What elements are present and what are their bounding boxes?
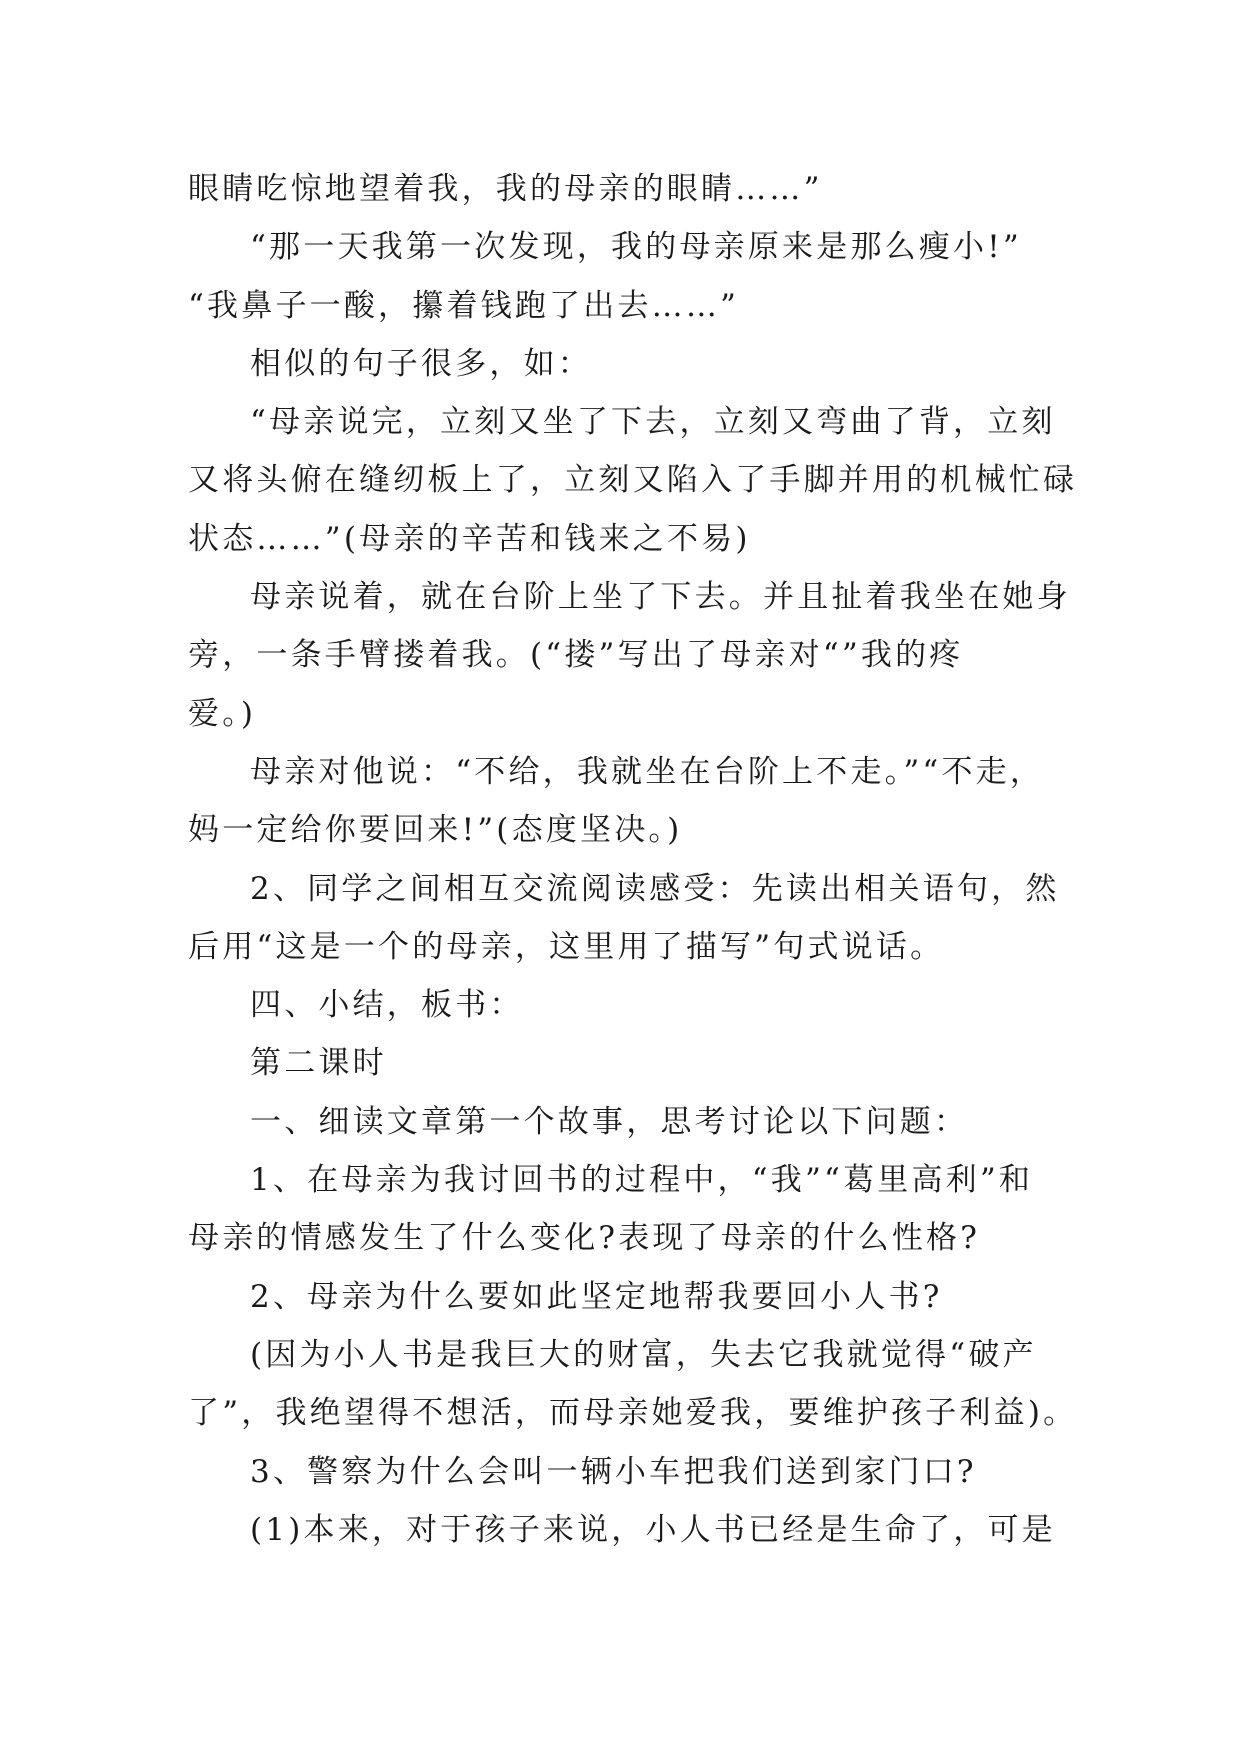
section-heading: 一、细读文章第一个故事，思考讨论以下问题： [250,1103,969,1140]
text-line: 状态……”(母亲的辛苦和钱来之不易) [188,520,751,557]
text-line: 母亲的情感发生了什么变化?表现了母亲的什么性格? [188,1220,981,1257]
text-line: 相似的句子很多，如： [250,345,592,382]
question-item: 2、母亲为什么要如此坚定地帮我要回小人书? [250,1278,943,1315]
text-line: 母亲说着，就在台阶上坐了下去。并且扯着我坐在她身 [250,579,1071,616]
text-line: 母亲对他说：“不给，我就坐在台阶上不走。”“不走， [250,753,1045,790]
text-line: 后用“这是一个的母亲，这里用了描写”句式说话。 [188,928,945,965]
question-item: 3、警察为什么会叫一辆小车把我们送到家门口? [250,1453,977,1490]
section-heading: 四、小结，板书： [250,987,524,1024]
text-line: 眼睛吃惊地望着我，我的母亲的眼睛……” [188,171,823,207]
answer-text: (1)本来，对于孩子来说，小人书已经是生命了，可是 [250,1511,1056,1548]
text-line: “我鼻子一酸，攥着钱跑了出去……” [188,287,740,324]
lesson-heading: 第二课时 [250,1045,387,1082]
text-line: “母亲说完，立刻又坐了下去，立刻又弯曲了背，立刻 [250,404,1056,441]
text-line: “那一天我第一次发现，我的母亲原来是那么瘦小!” [250,229,1022,266]
text-line: 2、同学之间相互交流阅读感受：先读出相关语句，然 [250,870,1060,907]
text-line: 爱。) [188,695,257,732]
answer-text: (因为小人书是我巨大的财富，失去它我就觉得“破产 [250,1336,1037,1373]
text-line: 妈一定给你要回来!”(态度坚决。) [188,812,683,849]
document-body [188,160,1078,1559]
text-line: 了”，我绝望得不想活，而母亲她爱我，要维护孩子利益)。 [188,1395,1078,1432]
question-item: 1、在母亲为我讨回书的过程中，“我”“葛里高利”和 [250,1162,1034,1199]
text-line: 又将头俯在缝纫板上了，立刻又陷入了手脚并用的机械忙碌 [188,462,1078,499]
text-line: 旁，一条手臂搂着我。(“搂”写出了母亲对“”我的疼 [188,637,964,674]
